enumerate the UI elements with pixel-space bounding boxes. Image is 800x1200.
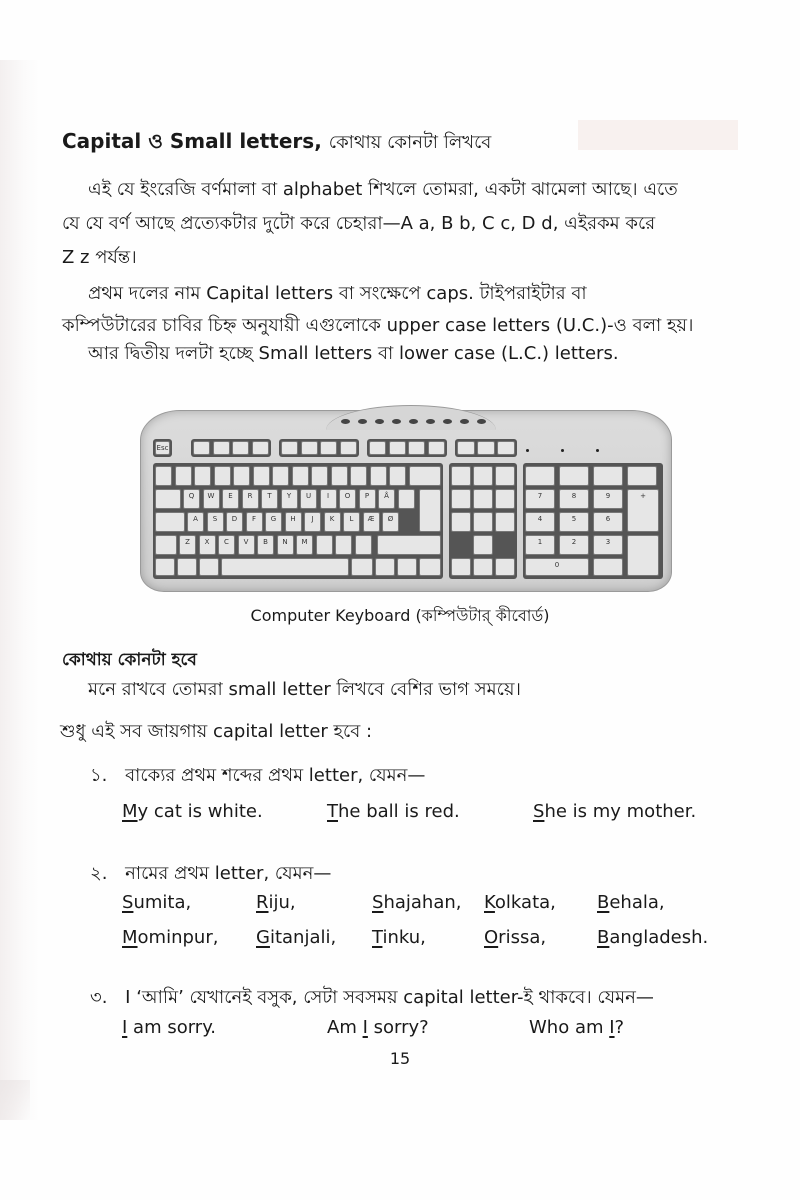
example-rest: umita, xyxy=(133,892,192,913)
key xyxy=(408,441,425,455)
key: N xyxy=(277,535,294,555)
key xyxy=(320,441,337,455)
rule-1-example-1 xyxy=(122,800,263,824)
example-rest: y cat is white. xyxy=(137,801,263,822)
name-example xyxy=(597,892,665,913)
media-button-icon xyxy=(358,419,367,424)
key xyxy=(193,441,210,455)
page-edge-shadow xyxy=(0,60,40,1120)
rule-3-example-3 xyxy=(529,1016,624,1040)
page-heading xyxy=(62,129,491,155)
key xyxy=(419,558,441,576)
media-button-icon xyxy=(392,419,401,424)
key xyxy=(397,558,417,576)
rule-2 xyxy=(90,862,331,886)
capital-letter: I xyxy=(609,1017,615,1038)
numpad-key: 7 xyxy=(525,489,555,509)
key: X xyxy=(199,535,216,555)
name-example xyxy=(484,892,556,913)
example-rest: ? xyxy=(614,1017,625,1038)
rule-1-number: ১. xyxy=(90,765,108,786)
name-example xyxy=(122,892,191,913)
capital-letter: T xyxy=(327,801,338,822)
key xyxy=(175,466,192,486)
caps-line-1: প্রথম দলের নাম Capital letters বা সংক্ষেপে caps. টাইপরাইটার বা xyxy=(88,283,587,304)
key xyxy=(253,466,270,486)
key xyxy=(194,466,211,486)
caps-line-3: আর দ্বিতীয় দলটা হচ্ছে Small letters বা lower case (L.C.) letters. xyxy=(88,343,619,364)
key xyxy=(177,558,197,576)
key xyxy=(351,558,373,576)
media-button-icon xyxy=(477,419,486,424)
caps-line-2: কম্পিউটারের চাবির চিহ্ন অনুযায়ী এগুলোকে upper case letters (U.C.)-ও বলা হয়। xyxy=(62,315,694,336)
rule-1-example-2 xyxy=(327,800,460,824)
capital-letter: B xyxy=(597,927,610,948)
indicator-led-icon xyxy=(526,449,529,452)
key xyxy=(495,489,515,509)
key xyxy=(252,441,269,455)
key: W xyxy=(203,489,220,509)
arrow-key xyxy=(451,558,471,576)
key: R xyxy=(242,489,259,509)
example-rest: ominpur, xyxy=(137,927,219,948)
example-before: Am xyxy=(327,1017,363,1038)
paper-stain xyxy=(578,120,738,150)
numpad-enter-key xyxy=(627,535,659,576)
key xyxy=(627,466,657,486)
intro-line-3: Z z পর্যন্ত। xyxy=(62,247,137,268)
key xyxy=(593,466,623,486)
key xyxy=(593,558,623,576)
name-example xyxy=(256,927,336,948)
example-rest: hajahan, xyxy=(383,892,462,913)
key xyxy=(495,466,515,486)
example-rest: olkata, xyxy=(494,892,556,913)
key xyxy=(473,466,493,486)
numpad-key: 2 xyxy=(559,535,589,555)
arrow-key xyxy=(495,558,515,576)
section-line-2: শুধু এই সব জায়গায় capital letter হবে : xyxy=(60,721,373,742)
key: D xyxy=(226,512,243,532)
key: V xyxy=(238,535,255,555)
key: M xyxy=(296,535,313,555)
example-rest: he ball is red. xyxy=(338,801,460,822)
name-example xyxy=(256,892,296,913)
capital-letter: S xyxy=(122,892,134,913)
key: E xyxy=(222,489,239,509)
indicator-led-icon xyxy=(596,449,599,452)
example-before: Who am xyxy=(529,1017,610,1038)
example-rest: am sorry. xyxy=(127,1017,217,1038)
numpad-key: 3 xyxy=(593,535,623,555)
capital-letter: B xyxy=(597,892,610,913)
key xyxy=(495,512,515,532)
key: Æ xyxy=(363,512,380,532)
rule-3-number: ৩. xyxy=(90,987,108,1008)
numpad-zero-key: 0 xyxy=(525,558,589,576)
key: L xyxy=(343,512,360,532)
key: F xyxy=(246,512,263,532)
key xyxy=(375,558,395,576)
numpad-key: 9 xyxy=(593,489,623,509)
numpad-key: 5 xyxy=(559,512,589,532)
arrow-up-key xyxy=(473,535,493,555)
key xyxy=(389,466,406,486)
example-rest: ehala, xyxy=(609,892,665,913)
capital-letter: O xyxy=(484,927,499,948)
rule-2-number: ২. xyxy=(90,863,108,884)
key: A xyxy=(187,512,204,532)
keyboard-image xyxy=(140,410,672,592)
rule-3-text: I ‘আমি’ যেখানেই বসুক, সেটা সবসময় capital letter-ই থাকবে। যেমন— xyxy=(125,987,654,1008)
key: Y xyxy=(281,489,298,509)
heading-latin: Capital ও Small letters, xyxy=(62,129,322,153)
media-button-icon xyxy=(443,419,452,424)
key xyxy=(155,512,185,532)
key: J xyxy=(304,512,321,532)
key: T xyxy=(261,489,278,509)
key: P xyxy=(359,489,376,509)
intro-line-1: এই যে ইংরেজি বর্ণমালা বা alphabet শিখলে তোমরা, একটা ঝামেলা আছে। এতে xyxy=(88,179,678,200)
page-number: 15 xyxy=(389,1049,411,1068)
example-rest: angladesh. xyxy=(609,927,709,948)
key: K xyxy=(324,512,341,532)
key xyxy=(370,466,387,486)
key xyxy=(389,441,406,455)
key xyxy=(232,441,249,455)
example-rest: inku, xyxy=(382,927,426,948)
key xyxy=(316,535,333,555)
key xyxy=(369,441,386,455)
example-rest: rissa, xyxy=(498,927,547,948)
capital-letter: R xyxy=(256,892,269,913)
name-example xyxy=(122,927,218,948)
key xyxy=(272,466,289,486)
rule-3-example-2 xyxy=(327,1016,429,1040)
key xyxy=(233,466,250,486)
key: Esc xyxy=(155,441,170,455)
key: B xyxy=(257,535,274,555)
intro-line-2: যে যে বর্ণ আছে প্রত্যেকটার দুটো করে চেহারা—A a, B b, C c, D d, এইরকম করে xyxy=(62,213,656,234)
name-example xyxy=(484,927,546,948)
example-rest: itanjali, xyxy=(269,927,337,948)
rule-3 xyxy=(90,986,654,1010)
capital-letter: M xyxy=(122,801,138,822)
key: Q xyxy=(183,489,200,509)
numpad-plus-key: + xyxy=(627,489,659,532)
numpad-key: 4 xyxy=(525,512,555,532)
key: G xyxy=(265,512,282,532)
key xyxy=(525,466,555,486)
media-button-icon xyxy=(409,419,418,424)
key xyxy=(473,489,493,509)
numpad-key: 6 xyxy=(593,512,623,532)
key xyxy=(428,441,445,455)
key xyxy=(451,466,471,486)
shift-key xyxy=(377,535,441,555)
key: U xyxy=(300,489,317,509)
capital-letter: S xyxy=(372,892,384,913)
capital-letter: T xyxy=(372,927,383,948)
rule-1-example-3 xyxy=(533,800,696,824)
media-button-icon xyxy=(426,419,435,424)
key xyxy=(398,489,415,509)
key: Z xyxy=(179,535,196,555)
rule-3-example-1 xyxy=(122,1016,216,1040)
spacebar-key xyxy=(221,558,349,576)
example-rest: sorry? xyxy=(367,1017,429,1038)
example-rest: iju, xyxy=(268,892,296,913)
key xyxy=(477,441,495,455)
key xyxy=(355,535,372,555)
rule-1-text: বাক্যের প্রথম শব্দের প্রথম letter, যেমন— xyxy=(125,765,426,786)
arrow-key xyxy=(473,558,493,576)
key xyxy=(213,441,230,455)
media-button-icon xyxy=(460,419,469,424)
media-button-icon xyxy=(375,419,384,424)
capital-letter: K xyxy=(484,892,495,913)
key xyxy=(559,466,589,486)
page-corner-shadow xyxy=(0,1080,30,1120)
capital-letter: G xyxy=(256,927,270,948)
key xyxy=(199,558,219,576)
key xyxy=(155,535,177,555)
key xyxy=(335,535,352,555)
capital-letter: M xyxy=(122,927,138,948)
numpad-key: 8 xyxy=(559,489,589,509)
key xyxy=(497,441,515,455)
key xyxy=(311,466,328,486)
section-subheading: কোথায় কোনটা হবে xyxy=(62,650,197,670)
key: H xyxy=(285,512,302,532)
capital-letter: I xyxy=(362,1017,368,1038)
capital-letter: S xyxy=(533,801,545,822)
key xyxy=(301,441,318,455)
key xyxy=(155,558,175,576)
enter-key xyxy=(419,489,441,532)
key: I xyxy=(320,489,337,509)
heading-bengali: কোথায় কোনটা লিখবে xyxy=(328,132,492,153)
rule-1 xyxy=(90,764,425,788)
key xyxy=(350,466,367,486)
key xyxy=(155,466,172,486)
key: S xyxy=(207,512,224,532)
key xyxy=(473,512,493,532)
name-example xyxy=(597,927,708,948)
name-example xyxy=(372,892,461,913)
key xyxy=(292,466,309,486)
figure-caption: Computer Keyboard (কম্পিউটার্ কীবোর্ড) xyxy=(250,606,550,625)
key: Å xyxy=(378,489,395,509)
example-rest: he is my mother. xyxy=(544,801,697,822)
key xyxy=(155,489,181,509)
numpad-key: 1 xyxy=(525,535,555,555)
key: O xyxy=(339,489,356,509)
key xyxy=(340,441,357,455)
key xyxy=(409,466,441,486)
section-line-1: মনে রাখবে তোমরা small letter লিখবে বেশির ভাগ সময়ে। xyxy=(88,679,521,700)
key xyxy=(214,466,231,486)
key xyxy=(281,441,298,455)
media-button-icon xyxy=(341,419,350,424)
indicator-led-icon xyxy=(561,449,564,452)
key: C xyxy=(218,535,235,555)
key xyxy=(331,466,348,486)
rule-2-text: নামের প্রথম letter, যেমন— xyxy=(125,863,332,884)
keyboard-media-hump xyxy=(326,405,496,430)
key xyxy=(451,512,471,532)
key xyxy=(457,441,475,455)
key: Ø xyxy=(382,512,399,532)
name-example xyxy=(372,927,426,948)
capital-letter: I xyxy=(122,1017,128,1038)
key xyxy=(451,489,471,509)
